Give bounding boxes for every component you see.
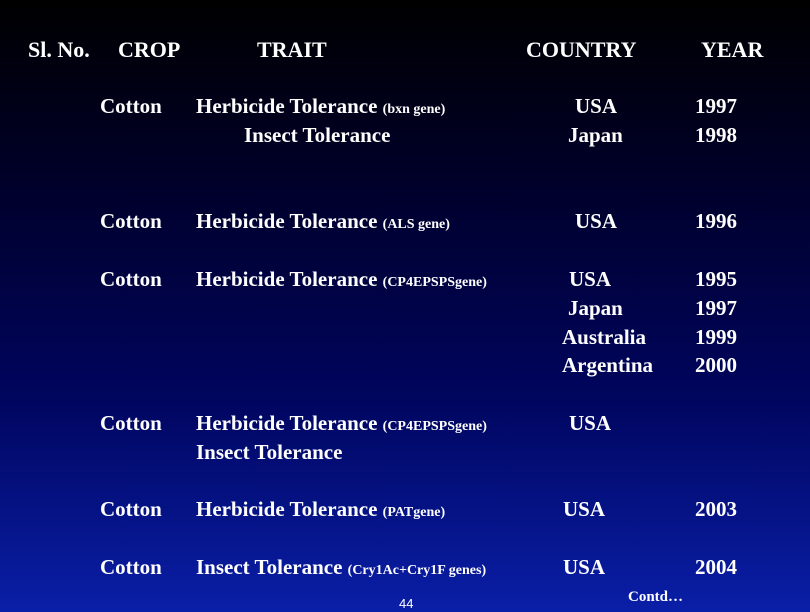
row3-trait1 [196, 269, 487, 290]
row6-trait1-main: Insect Tolerance [196, 555, 343, 579]
contd-label: Contd… [628, 589, 684, 605]
row5-crop: Cotton [100, 497, 162, 521]
row1-year2: 1998 [695, 123, 737, 147]
row3-crop: Cotton [100, 267, 162, 291]
row1-crop: Cotton [100, 94, 162, 118]
row2-year1: 1996 [695, 209, 737, 233]
row5-trait1-main: Herbicide Tolerance [196, 497, 378, 521]
row5-country1: USA [563, 497, 606, 521]
row1-trait1-gene: (bxn gene) [382, 102, 446, 117]
row1-trait1 [196, 96, 445, 117]
header-year: YEAR [701, 37, 764, 62]
header-trait: TRAIT [257, 37, 327, 62]
page-number: 44 [399, 596, 414, 611]
row3-year3: 1999 [695, 325, 737, 349]
row4-crop: Cotton [100, 411, 162, 435]
row6-country1: USA [563, 555, 606, 579]
row1-country1: USA [575, 94, 618, 118]
row2-trait1-main: Herbicide Tolerance [196, 209, 378, 233]
row6-crop: Cotton [100, 555, 162, 579]
row1-trait1-main: Herbicide Tolerance [196, 94, 378, 118]
row3-trait1-main: Herbicide Tolerance [196, 267, 378, 291]
row2-country1: USA [575, 209, 618, 233]
row4-trait1-main: Herbicide Tolerance [196, 411, 378, 435]
row1-trait2: Insect Tolerance [244, 123, 391, 147]
row6-trait1 [196, 557, 486, 578]
row2-trait1 [196, 211, 450, 232]
row4-trait1-gene: (CP4EPSPSgene) [382, 419, 487, 434]
row4-trait1 [196, 413, 487, 434]
row3-year4: 2000 [695, 353, 737, 377]
row5-trait1-gene: (PATgene) [382, 505, 446, 520]
row3-country4: Argentina [562, 353, 653, 377]
row5-year1: 2003 [695, 497, 737, 521]
row1-year1: 1997 [695, 94, 737, 118]
row3-country2: Japan [568, 296, 623, 320]
row2-crop: Cotton [100, 209, 162, 233]
row4-country1: USA [569, 411, 612, 435]
row3-country3: Australia [562, 325, 646, 349]
row6-year1: 2004 [695, 555, 737, 579]
header-sl-no: Sl. No. [28, 37, 90, 62]
header-crop: CROP [118, 37, 181, 62]
row4-trait2: Insect Tolerance [196, 440, 343, 464]
row5-trait1 [196, 499, 445, 520]
row3-year1: 1995 [695, 267, 737, 291]
row3-country1: USA [569, 267, 612, 291]
row2-trait1-gene: (ALS gene) [382, 217, 450, 232]
row6-trait1-gene: (Cry1Ac+Cry1F genes) [347, 563, 487, 578]
header-country: COUNTRY [526, 37, 637, 62]
row3-year2: 1997 [695, 296, 737, 320]
row3-trait1-gene: (CP4EPSPSgene) [382, 275, 487, 290]
row1-country2: Japan [568, 123, 623, 147]
